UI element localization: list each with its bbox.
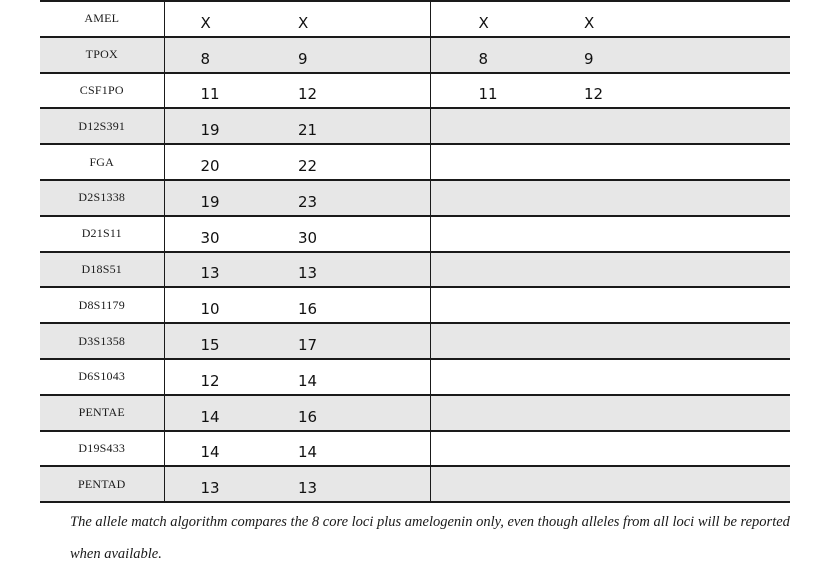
table-row: [40, 323, 790, 359]
sample1-allele1-cell: 14: [164, 431, 264, 467]
locus-name-cell: D21S11: [40, 216, 164, 252]
sample1-allele2-cell: 16: [264, 287, 430, 323]
sample1-allele1-cell: X: [164, 1, 264, 37]
locus-name-cell: D6S1043: [40, 359, 164, 395]
sample1-allele2-cell: 21: [264, 108, 430, 144]
sample2-allele2-cell: [538, 466, 790, 502]
sample2-allele2-cell: 9: [538, 37, 790, 73]
table-row: [40, 37, 790, 73]
sample1-allele1-cell: 10: [164, 287, 264, 323]
str-profile-table: [40, 0, 790, 503]
sample2-allele2-cell: 12: [538, 73, 790, 109]
sample2-allele2-cell: X: [538, 1, 790, 37]
sample1-allele1-cell: 13: [164, 466, 264, 502]
locus-name-cell: D8S1179: [40, 287, 164, 323]
locus-name-cell: D18S51: [40, 252, 164, 288]
sample1-allele2-cell: 13: [264, 466, 430, 502]
sample2-allele2-cell: [538, 359, 790, 395]
sample2-allele1-cell: [430, 144, 538, 180]
sample2-allele1-cell: [430, 180, 538, 216]
sample2-allele2-cell: [538, 180, 790, 216]
sample1-allele2-cell: 9: [264, 37, 430, 73]
sample2-allele1-cell: [430, 252, 538, 288]
sample2-allele2-cell: [538, 144, 790, 180]
sample1-allele2-cell: 12: [264, 73, 430, 109]
sample1-allele1-cell: 12: [164, 359, 264, 395]
table-row: [40, 180, 790, 216]
sample1-allele1-cell: 20: [164, 144, 264, 180]
locus-name-cell: D12S391: [40, 108, 164, 144]
sample1-allele1-cell: 15: [164, 323, 264, 359]
sample2-allele1-cell: [430, 466, 538, 502]
locus-name-cell: D2S1338: [40, 180, 164, 216]
table-row: [40, 73, 790, 109]
sample2-allele2-cell: [538, 108, 790, 144]
table-row: [40, 431, 790, 467]
sample2-allele1-cell: [430, 108, 538, 144]
sample2-allele2-cell: [538, 216, 790, 252]
sample2-allele2-cell: [538, 323, 790, 359]
sample1-allele2-cell: 30: [264, 216, 430, 252]
table-row: [40, 466, 790, 502]
sample2-allele1-cell: [430, 323, 538, 359]
locus-name-cell: PENTAD: [40, 466, 164, 502]
allele-match-footnote: The allele match algorithm compares the 8 core loci plus amelogenin only, even though alleles from all loci will be reported when available.: [70, 514, 790, 562]
sample1-allele1-cell: 19: [164, 108, 264, 144]
sample1-allele2-cell: 17: [264, 323, 430, 359]
sample1-allele1-cell: 11: [164, 73, 264, 109]
sample2-allele1-cell: 8: [430, 37, 538, 73]
sample1-allele1-cell: 30: [164, 216, 264, 252]
sample1-allele2-cell: 14: [264, 431, 430, 467]
sample2-allele1-cell: X: [430, 1, 538, 37]
str-table-body: [40, 1, 790, 502]
locus-name-cell: D3S1358: [40, 323, 164, 359]
sample1-allele2-cell: 23: [264, 180, 430, 216]
sample2-allele2-cell: [538, 431, 790, 467]
table-row: [40, 144, 790, 180]
sample1-allele2-cell: 22: [264, 144, 430, 180]
locus-name-cell: CSF1PO: [40, 73, 164, 109]
table-row: [40, 359, 790, 395]
locus-name-cell: PENTAE: [40, 395, 164, 431]
sample1-allele1-cell: 8: [164, 37, 264, 73]
locus-name-cell: FGA: [40, 144, 164, 180]
locus-name-cell: AMEL: [40, 1, 164, 37]
table-row: [40, 287, 790, 323]
sample2-allele1-cell: [430, 287, 538, 323]
table-row: [40, 1, 790, 37]
sample2-allele1-cell: [430, 431, 538, 467]
sample2-allele2-cell: [538, 252, 790, 288]
sample2-allele1-cell: [430, 359, 538, 395]
sample1-allele2-cell: 13: [264, 252, 430, 288]
sample1-allele1-cell: 19: [164, 180, 264, 216]
table-row: [40, 108, 790, 144]
sample1-allele2-cell: 14: [264, 359, 430, 395]
sample1-allele1-cell: 13: [164, 252, 264, 288]
table-row: [40, 395, 790, 431]
sample2-allele1-cell: [430, 216, 538, 252]
sample2-allele1-cell: [430, 395, 538, 431]
sample1-allele2-cell: X: [264, 1, 430, 37]
sample1-allele1-cell: 14: [164, 395, 264, 431]
sample2-allele1-cell: 11: [430, 73, 538, 109]
locus-name-cell: D19S433: [40, 431, 164, 467]
sample1-allele2-cell: 16: [264, 395, 430, 431]
sample2-allele2-cell: [538, 287, 790, 323]
table-row: [40, 216, 790, 252]
locus-name-cell: TPOX: [40, 37, 164, 73]
sample2-allele2-cell: [538, 395, 790, 431]
table-row: [40, 252, 790, 288]
